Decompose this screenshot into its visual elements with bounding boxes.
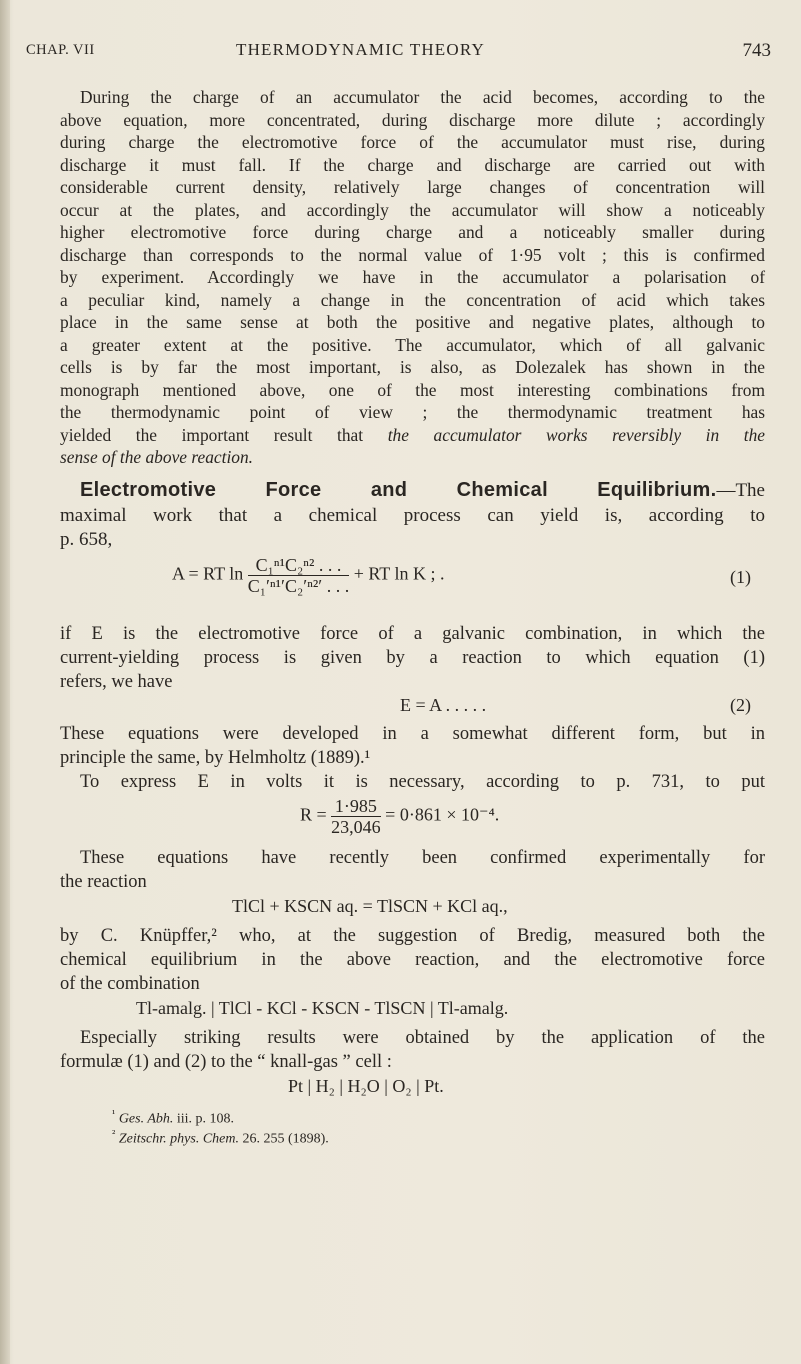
text-line: above equation, more concentrated, during discharge more dilute ; accordingly [60,109,765,130]
text-line: by C. Knüpffer,² who, at the suggestion of Bredig, measured both the [60,926,765,946]
paragraph-knupffer [60,924,765,996]
text-line: refers, we have [60,672,173,692]
running-header [26,40,771,64]
paragraph-helmholtz [60,722,765,794]
footnote-ref: 26. 255 (1898). [238,1131,329,1147]
text-line: occur at the plates, and accordingly the accumulator will show a noticeably [60,199,765,220]
text-line: if E is the electromotive force of a galvanic combination, in which the [60,624,765,644]
fraction [248,555,349,596]
running-title: THERMODYNAMIC THEORY [236,40,485,59]
chapter-label: CHAP. VII [26,42,95,58]
fraction-denominator: C₁′ⁿ¹′C₂′ⁿ²′ . . . [247,576,350,596]
text-line: monograph mentioned above, one of the most interesting combinations from [60,379,765,400]
text-line: chemical equilibrium in the above reaction, and the electromotive force [60,950,765,970]
text-line [60,424,765,447]
fraction-numerator: 1·985 [331,796,381,817]
fraction-numerator: C₁ⁿ¹C₂ⁿ² . . . [248,555,349,576]
text-line: discharge than corresponds to the normal value of 1·95 volt ; this is confirmed [60,244,765,265]
paragraph-if-e [60,622,765,694]
italic-emphasis: the accumulator works reversibly in the [387,424,765,445]
text-line: To express E in volts it is necessary, according to p. 731, to put [80,772,765,792]
equation-3 [300,796,499,837]
text-line: formulæ (1) and (2) to the “ knall-gas ” cell : [60,1052,392,1072]
equation-1 [172,555,444,596]
text-line: a peculiar kind, namely a change in the concentration of acid which takes [60,289,765,310]
section-electromotive [60,478,765,552]
equation-lhs: R = [300,804,327,825]
text-line: higher electromotive force during charge and a noticeably smaller during [60,222,765,242]
equation-rhs: + RT ln K ; . [353,563,445,584]
italic-emphasis-line: sense of the above reaction. [60,447,254,467]
footnote-mark: ¹ [112,1108,116,1120]
footnote-mark: ² [112,1128,116,1140]
text-line: the reaction [60,872,147,892]
footnote-source: Ges. Abh. [118,1111,174,1127]
text-line: maximal work that a chemical process can yield is, according to [60,505,765,526]
footnote-ref: iii. p. 108. [173,1111,235,1127]
equation-number-1: (1) [730,567,751,587]
section-heading-line [60,478,765,504]
text-line: current-yielding process is given by a reaction to which equation (1) [60,648,765,668]
equation-reaction: TlCl + KSCN aq. = TlSCN + KCl aq., [232,896,508,916]
text-line: the thermodynamic point of view ; the thermodynamic treatment has [60,402,765,422]
text-line: principle the same, by Helmholtz (1889).¹ [60,748,371,768]
paragraph-accumulator [60,86,765,469]
paragraph-knall-gas [60,1026,765,1074]
equation-number-2: (2) [730,695,751,715]
text-line: considerable current density, relatively large changes of concentration will [60,177,765,197]
text-line: of the combination [60,974,200,994]
text-line: These equations were developed in a somewhat different form, but in [60,724,765,744]
text-line: during charge the electromotive force of the accumulator must rise, during [60,132,765,152]
text-line: During the charge of an accumulator the acid becomes, according to the [80,87,765,107]
equation-cell: Pt | H₂ | H₂O | O₂ | Pt. [288,1076,444,1096]
text-line: a greater extent at the positive. The accumulator, which of all galvanic [60,334,765,355]
page-gutter-edge [0,0,10,1364]
text-line: Especially striking results were obtained by the application of the [80,1028,765,1048]
footnote-source: Zeitschr. phys. Chem. [118,1131,239,1147]
text-line: cells is by far the most important, is also, as Dolezalek has shown in the [60,357,765,377]
paragraph-confirmed [60,846,765,894]
text-line: discharge it must fall. If the charge and discharge are carried out with [60,154,765,175]
text-line: place in the same sense at both the positive and negative plates, although to [60,312,765,332]
text-line: These equations have recently been confirmed experimentally for [80,848,765,868]
text-run: yielded the important result that [60,424,388,445]
section-heading: Electromotive Force and Chemical Equilibrium. [80,479,717,501]
equation-combination: Tl-amalg. | TlCl - KCl - KSCN - TlSCN | Tl-amalg. [136,998,509,1018]
equation-2: E = A . . . . . [400,695,487,715]
equation-lhs: A = RT ln [172,563,244,584]
equation-rhs: = 0·861 × 10⁻⁴. [385,804,500,825]
page-number: 743 [742,40,771,61]
footnote-2 [112,1124,329,1150]
fraction-denominator: 23,046 [331,817,381,837]
text-line: by experiment. Accordingly we have in the accumulator a polarisation of [60,267,765,287]
text-run: —The [716,480,765,501]
text-line: p. 658, [60,529,113,550]
fraction [331,796,381,837]
